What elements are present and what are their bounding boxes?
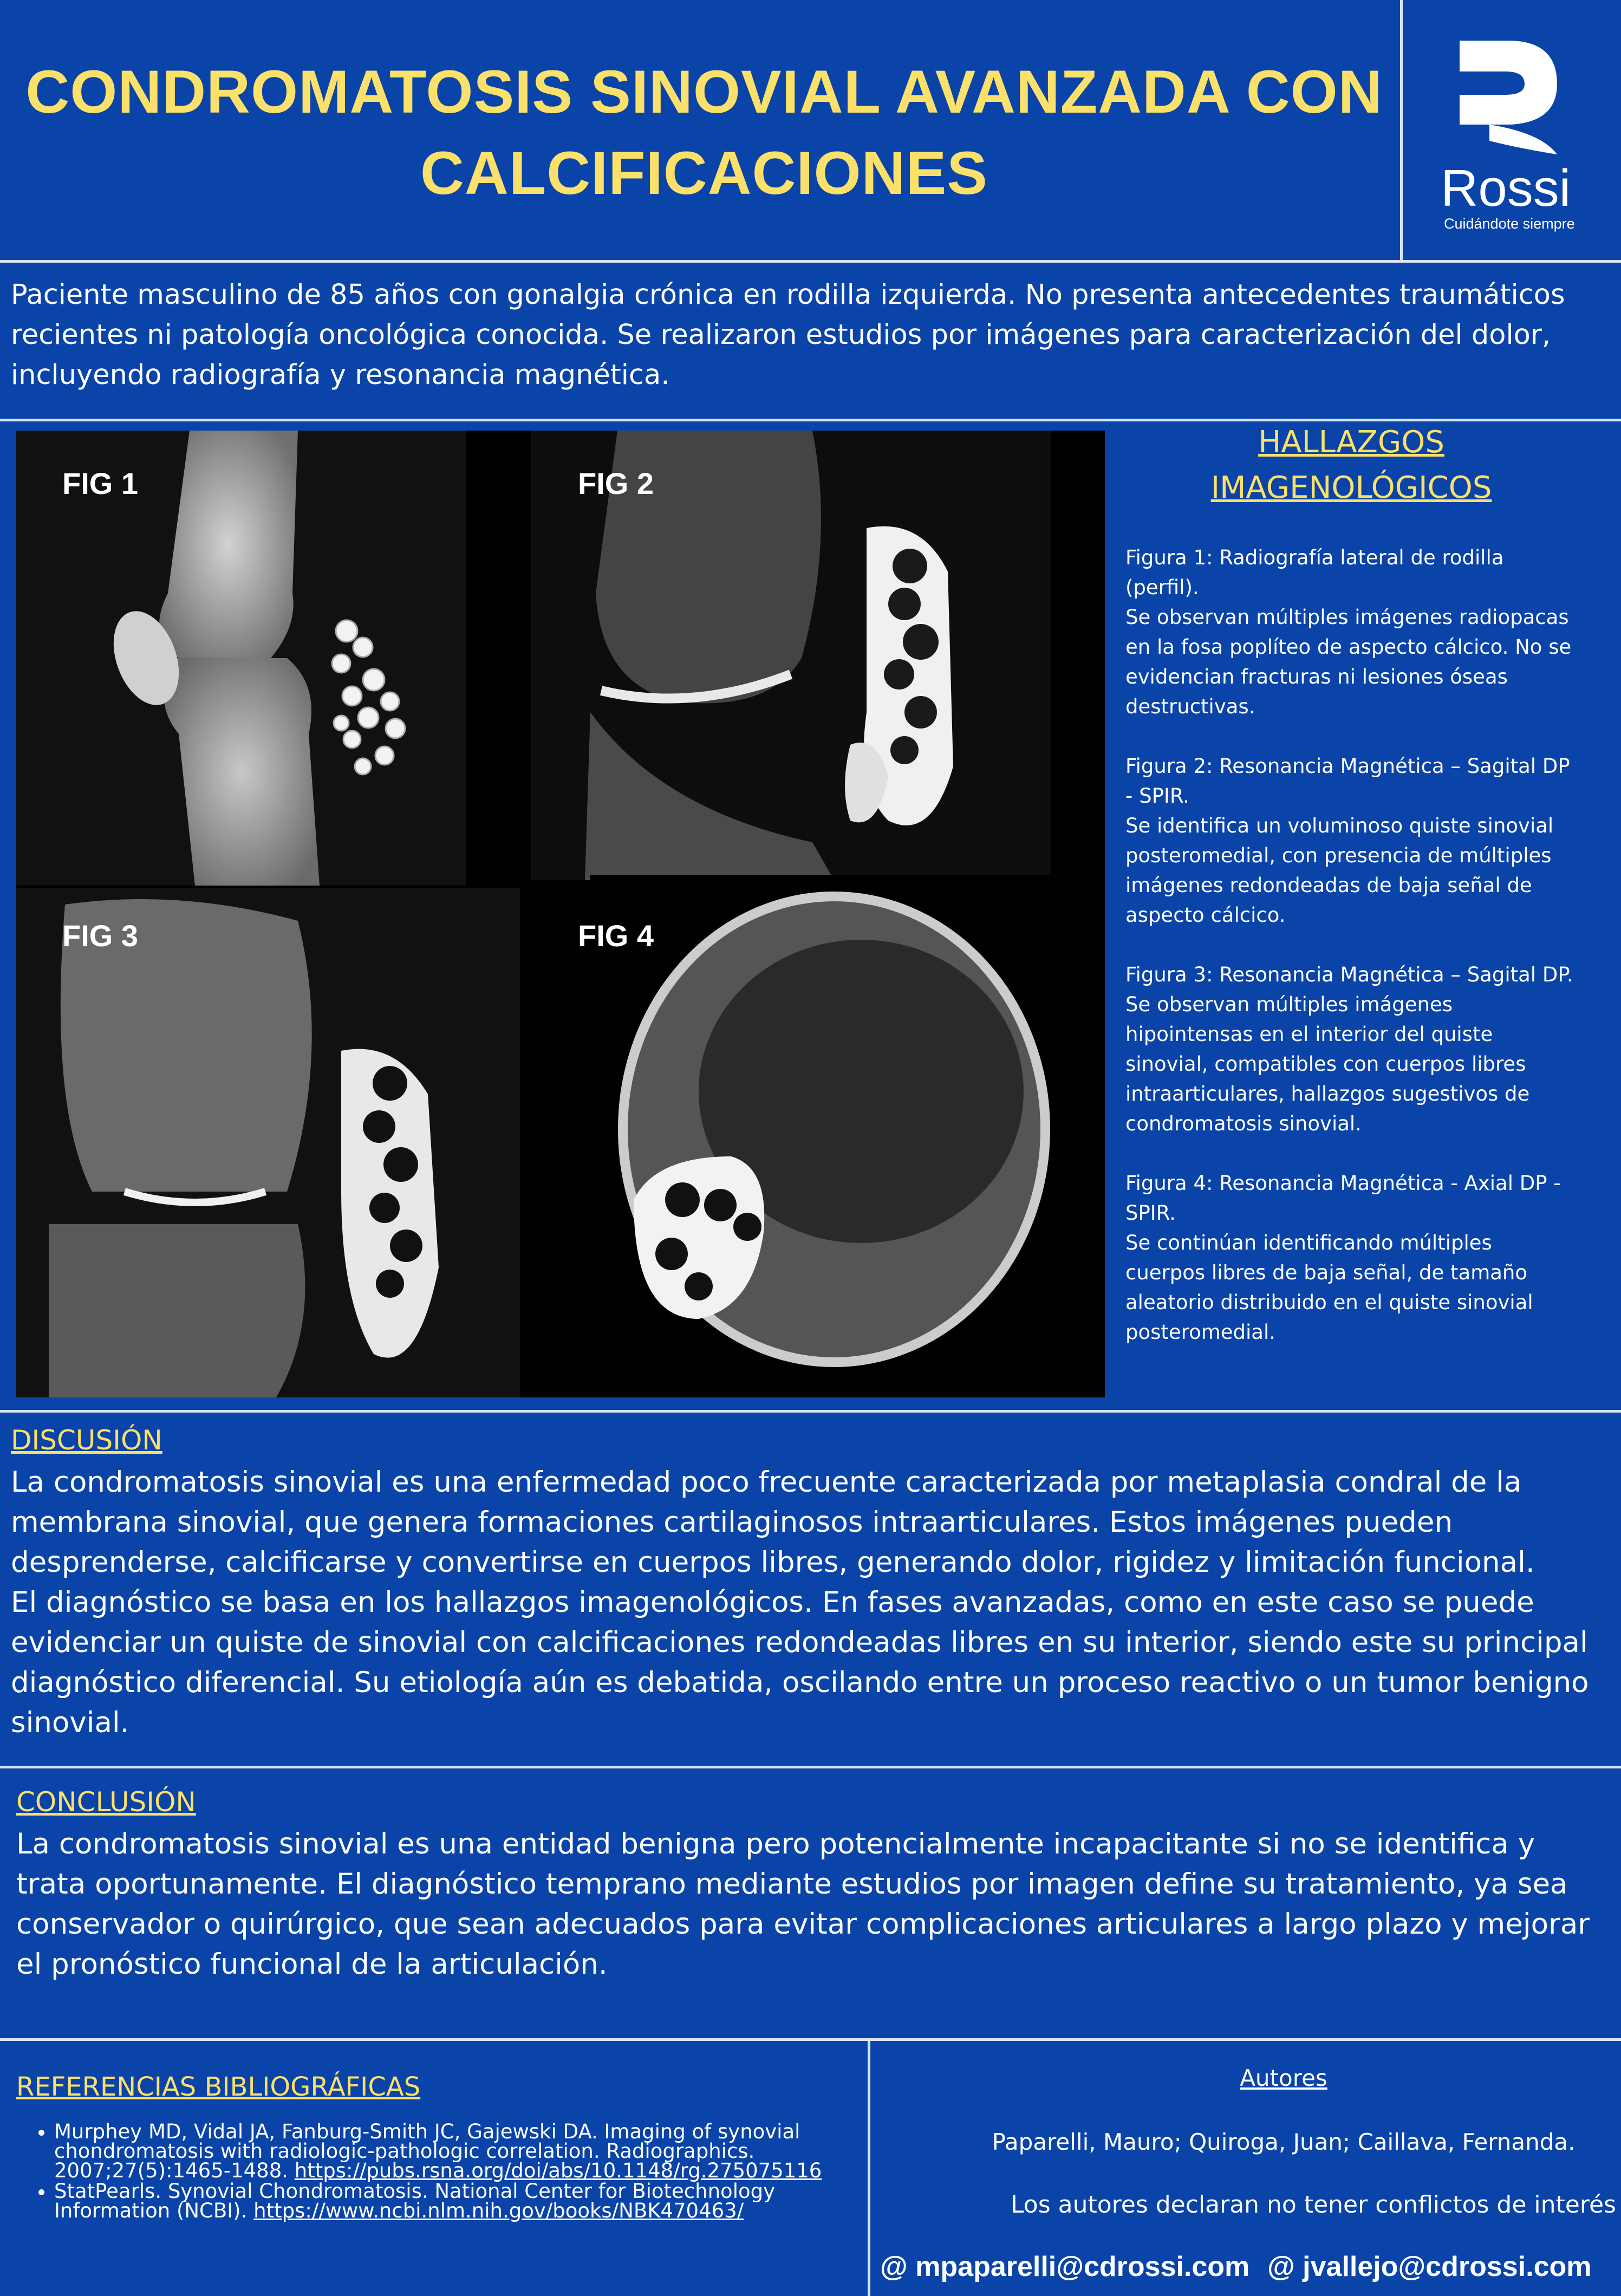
finding-text: Se identifica un voluminoso quiste sinovial posteromedial, con presencia de múltiples imágenes redondeadas de baja señal de aspecto cálcico. bbox=[1125, 814, 1554, 927]
fig3-mri-image bbox=[16, 888, 520, 1397]
finding-heading: Figura 1: Radiografía lateral de rodilla (perfil). bbox=[1125, 546, 1504, 599]
conclusion-body: La condromatosis sinovial es una entidad benigna pero potencialmente incapacitante si no se identifica y trata oportunamente. El diagnóstico temprano mediante estudios por imagen define su tratamiento, ya sea conservador o quirúrgico, que sean adecuados para evitar complicaciones articulares a largo plazo y mejorar el pronóstico funcional de la articulación. bbox=[16, 1827, 1590, 1981]
reference-item bbox=[54, 2182, 883, 2221]
figures-panel bbox=[16, 431, 1105, 1397]
case-intro: Paciente masculino de 85 años con gonalgia crónica en rodilla izquierda. No presenta antecedentes traumáticos recientes ni patología oncológica conocida. Se realizaron estudios por imágenes para caracterización del dolor, incluyendo radiografía y resonancia magnética. bbox=[11, 279, 1565, 391]
references-list bbox=[30, 2122, 883, 2222]
reference-link[interactable]: https://www.ncbi.nlm.nih.gov/books/NBK470463/ bbox=[253, 2199, 744, 2222]
authors-names: Paparelli, Mauro; Quiroga, Juan; Caillava, Fernanda. bbox=[992, 2129, 1576, 2155]
reference-item bbox=[54, 2122, 883, 2181]
divider bbox=[0, 1410, 1621, 1413]
reference-text: StatPearls. Synovial Chondromatosis. National Center for Biotechnology Information (NCBI). bbox=[54, 2180, 775, 2222]
logo-name: Rossi bbox=[1441, 159, 1571, 217]
divider bbox=[0, 2038, 1621, 2041]
email-link[interactable]: @ jvallejo@cdrossi.com bbox=[1267, 2251, 1592, 2282]
divider bbox=[0, 260, 1621, 263]
discussion-paragraph: El diagnóstico se basa en los hallazgos imagenológicos. En fases avanzadas, como en este caso se puede evidenciar un quiste de sinovial con calcificaciones redondeadas libres en su interior, siendo este su principal diagnóstico diferencial. Su etiología aún es debatida, oscilando entre un proceso reactivo o un tumor benigno sinovial. bbox=[11, 1586, 1589, 1739]
authors-title: Autores bbox=[1240, 2065, 1327, 2091]
reference-text: Murphey MD, Vidal JA, Fanburg-Smith JC, Gajewski DA. Imaging of synovial chondromatosis with radiologic-pathologic correlation. Radiographics. 2007;27(5):1465-1488. bbox=[54, 2120, 800, 2182]
finding-item bbox=[1125, 751, 1575, 930]
finding-item bbox=[1125, 960, 1575, 1139]
discussion-body bbox=[11, 1462, 1609, 1743]
divider bbox=[0, 1766, 1621, 1768]
findings-title: HALLAZGOS IMAGENOLÓGICOS bbox=[1210, 425, 1492, 505]
page-title: CONDROMATOSIS SINOVIAL AVANZADA CON CALCIFICACIONES bbox=[25, 58, 1383, 207]
references-title: REFERENCIAS BIBLIOGRÁFICAS bbox=[16, 2072, 421, 2102]
email-link[interactable]: @ mpaparelli@cdrossi.com bbox=[880, 2251, 1250, 2282]
discussion-title: DISCUSIÓN bbox=[11, 1425, 162, 1456]
finding-text: Se continúan identificando múltiples cuerpos libres de baja señal, de tamaño aleatorio distribuido en el quiste sinovial posteromedial. bbox=[1125, 1231, 1533, 1344]
finding-heading: Figura 2: Resonancia Magnética – Sagital DP - SPIR. bbox=[1125, 755, 1570, 808]
finding-heading: Figura 4: Resonancia Magnética - Axial DP - SPIR. bbox=[1125, 1172, 1561, 1225]
fig1-label: FIG 1 bbox=[62, 466, 139, 500]
finding-item bbox=[1125, 543, 1575, 721]
fig4-label: FIG 4 bbox=[578, 919, 654, 953]
finding-text: Se observan múltiples imágenes radiopacas en la fosa poplíteo de aspecto cálcico. No se evidencian fracturas ni lesiones óseas destructivas. bbox=[1125, 606, 1572, 718]
discussion-paragraph: La condromatosis sinovial es una enfermedad poco frecuente caracterizada por metaplasia condral de la membrana sinovial, que genera formaciones cartilaginosos intraarticulares. Estos imágenes pueden desprenderse, calcificarse y convertirse en cuerpos libres, generando dolor, rigidez y limitación funcional. bbox=[11, 1466, 1535, 1579]
finding-heading: Figura 3: Resonancia Magnética – Sagital DP. bbox=[1125, 963, 1573, 986]
reference-link[interactable]: https://pubs.rsna.org/doi/abs/10.1148/rg.275075116 bbox=[294, 2159, 822, 2182]
conclusion-title: CONCLUSIÓN bbox=[16, 1786, 196, 1818]
fig4-mri-image bbox=[590, 875, 1078, 1395]
fig3-label: FIG 3 bbox=[62, 919, 139, 953]
finding-text: Se observan múltiples imágenes hipointensas en el interior del quiste sinovial, compatibles con cuerpos libres intraarticulares, hallazgos sugestivos de condromatosis sinovial. bbox=[1125, 993, 1530, 1135]
divider bbox=[1400, 0, 1403, 260]
fig2-label: FIG 2 bbox=[578, 466, 654, 500]
finding-item bbox=[1125, 1168, 1575, 1347]
logo-tagline: Cuidándote siempre bbox=[1444, 216, 1575, 232]
findings-list bbox=[1125, 543, 1575, 1377]
conflict-statement: Los autores declaran no tener conflictos de interés bbox=[1011, 2191, 1616, 2219]
